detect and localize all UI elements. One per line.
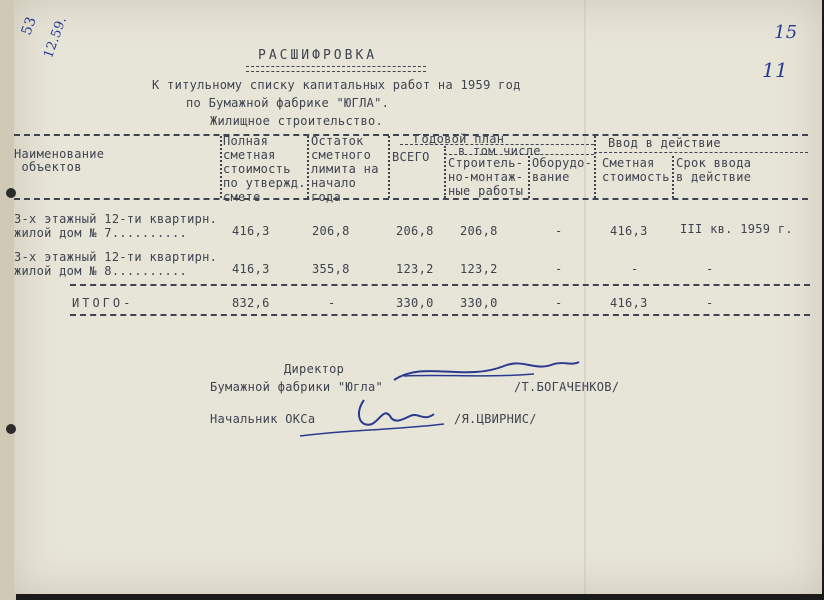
commissioning-rule bbox=[594, 152, 808, 153]
binding-hole-bottom bbox=[6, 424, 16, 434]
col-term-header: Срок ввода в действие bbox=[676, 156, 752, 184]
header-bottom-rule bbox=[14, 198, 808, 200]
oks-title: Начальник ОКСа bbox=[210, 412, 316, 426]
col-full-cost-header: Полная сметная стоимость по утвержд. смете bbox=[223, 134, 306, 204]
row2-construction: 123,2 bbox=[460, 262, 498, 276]
col-total-header: ВСЕГО bbox=[392, 150, 430, 164]
row1-name-line2: жилой дом № 7.......... bbox=[14, 226, 188, 240]
totals-top-rule bbox=[70, 284, 810, 286]
row2-remainder: 355,8 bbox=[312, 262, 350, 276]
totals-label: ИТОГО- bbox=[72, 296, 134, 310]
header-line-3: Жилищное строительство. bbox=[210, 114, 384, 128]
row1-construction: 206,8 bbox=[460, 224, 498, 238]
page-number-note: 15 bbox=[774, 22, 798, 43]
col-est-cost-header: Сметная стоимость bbox=[602, 156, 670, 184]
margin-note-number: 53 bbox=[18, 14, 40, 38]
totals-equipment: - bbox=[555, 296, 563, 310]
header-line-1: К титульному списку капитальных работ на 1959 год bbox=[152, 78, 521, 92]
col-divider-3 bbox=[388, 136, 390, 198]
row1-term: III кв. 1959 г. bbox=[680, 222, 793, 236]
totals-est-cost: 416,3 bbox=[610, 296, 648, 310]
row1-name-line1: 3-х этажный 12-ти квартирн. bbox=[14, 212, 218, 226]
col-divider-1 bbox=[220, 136, 222, 198]
document-title: РАСШИФРОВКА bbox=[258, 48, 378, 63]
title-underline-2 bbox=[246, 71, 426, 72]
binding-hole-top bbox=[6, 188, 16, 198]
col-divider-2 bbox=[307, 136, 309, 198]
totals-total: 330,0 bbox=[396, 296, 434, 310]
row1-remainder: 206,8 bbox=[312, 224, 350, 238]
title-underline bbox=[246, 66, 426, 67]
oks-signature bbox=[294, 394, 464, 442]
in-that-rule bbox=[444, 154, 594, 155]
col-remainder-header: Остаток сметного лимита на начало года bbox=[311, 134, 379, 204]
page-number-note-2: 11 bbox=[762, 58, 789, 82]
totals-full-cost: 832,6 bbox=[232, 296, 270, 310]
col-construction-header: Строитель- но-монтаж- ные работы bbox=[448, 156, 524, 198]
row1-equipment: - bbox=[555, 224, 563, 238]
totals-term: - bbox=[706, 296, 714, 310]
paper-fold bbox=[584, 0, 586, 594]
row2-term: - bbox=[706, 262, 714, 276]
row2-equipment: - bbox=[555, 262, 563, 276]
director-signature bbox=[384, 352, 584, 392]
totals-construction: 330,0 bbox=[460, 296, 498, 310]
col-name-header: Наименование объектов bbox=[14, 147, 105, 174]
col-divider-4 bbox=[444, 146, 446, 198]
director-name: /Т.БОГАЧЕНКОВ/ bbox=[514, 380, 620, 394]
document-sheet bbox=[14, 0, 822, 594]
row1-full-cost: 416,3 bbox=[232, 224, 270, 238]
row2-est-cost: - bbox=[631, 262, 639, 276]
col-divider-7 bbox=[672, 156, 674, 198]
header-line-2: по Бумажной фабрике "ЮГЛА". bbox=[186, 96, 390, 110]
row2-full-cost: 416,3 bbox=[232, 262, 270, 276]
row2-total: 123,2 bbox=[396, 262, 434, 276]
row1-total: 206,8 bbox=[396, 224, 434, 238]
annual-plan-rule bbox=[400, 144, 594, 145]
totals-remainder: - bbox=[328, 296, 336, 310]
margin-note-date: 12.59. bbox=[41, 14, 71, 61]
oks-name: /Я.ЦВИРНИС/ bbox=[454, 412, 537, 426]
col-in-that-header: в том числе bbox=[458, 144, 541, 158]
director-title: Директор bbox=[284, 362, 345, 376]
col-divider-5 bbox=[528, 156, 530, 198]
col-divider-6 bbox=[594, 136, 596, 198]
totals-bottom-rule bbox=[70, 314, 810, 316]
row1-est-cost: 416,3 bbox=[610, 224, 648, 238]
row2-name-line2: жилой дом № 8.......... bbox=[14, 264, 188, 278]
col-equipment-header: Оборудо- вание bbox=[532, 156, 593, 184]
col-commissioning-header: Ввод в действие bbox=[608, 136, 721, 150]
director-factory: Бумажной фабрики "Югла" bbox=[210, 380, 384, 394]
col-annual-plan-header: Годовой план bbox=[414, 132, 505, 146]
row2-name-line1: 3-х этажный 12-ти квартирн. bbox=[14, 250, 218, 264]
